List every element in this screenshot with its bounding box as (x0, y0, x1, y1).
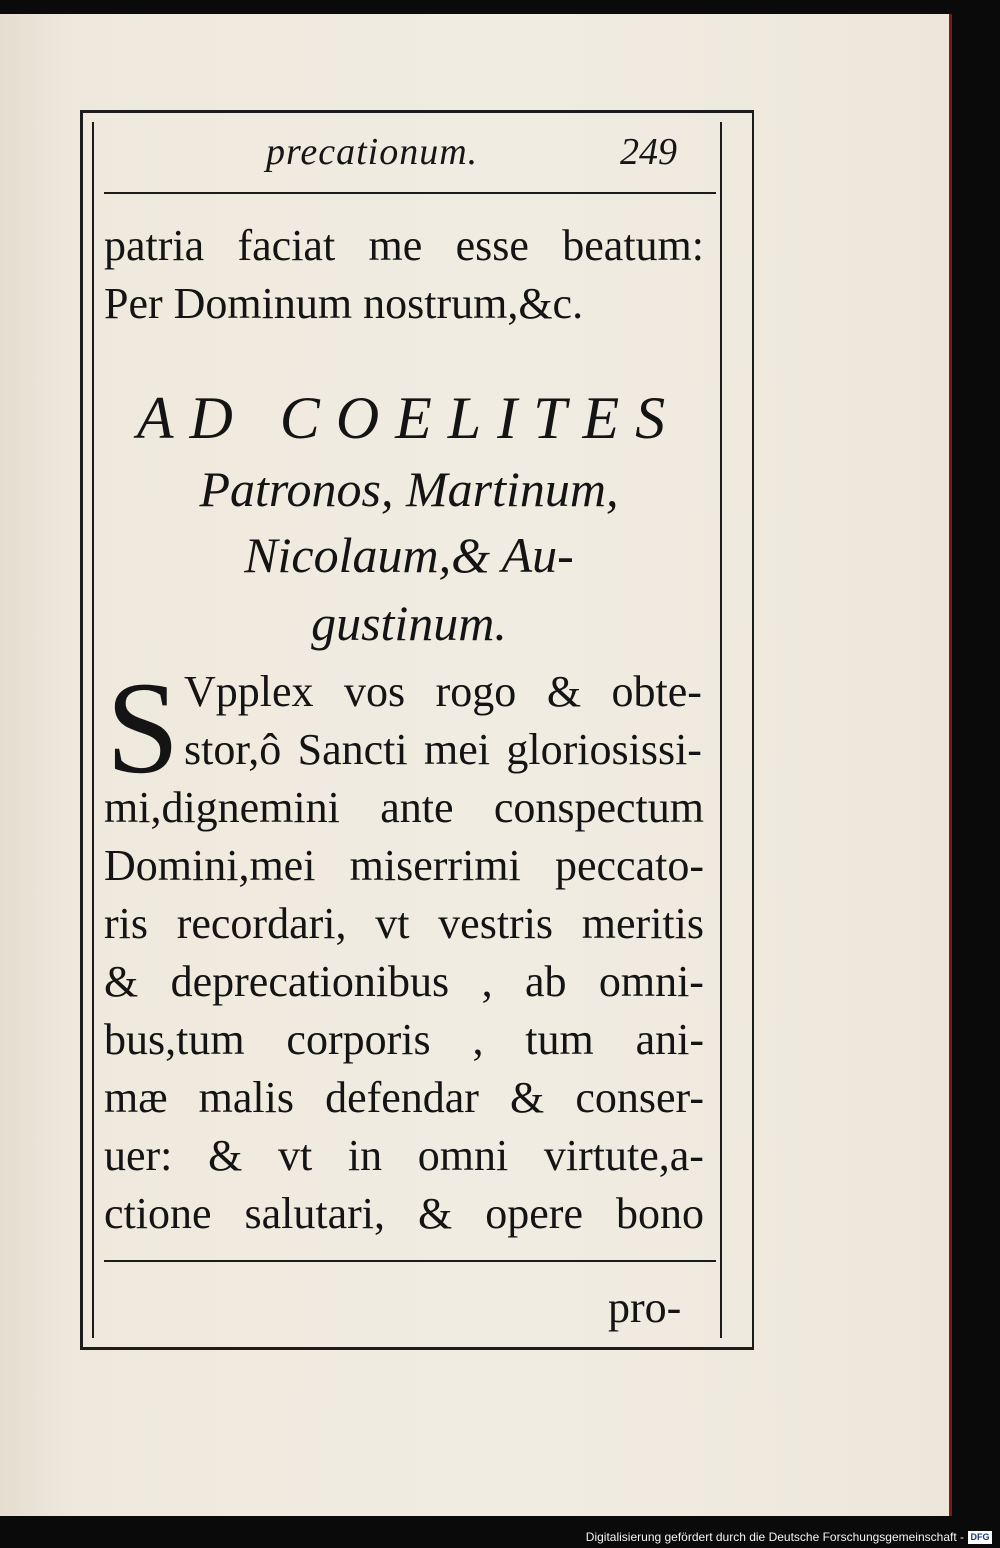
text-line (104, 780, 704, 836)
word: beatum: (562, 221, 704, 270)
text-line (104, 1186, 704, 1242)
word: faciat (237, 221, 336, 270)
footer-rule (104, 1260, 716, 1262)
word: stor,ô (184, 725, 282, 774)
word: omni- (598, 957, 704, 1006)
word: bus,tum (104, 1015, 245, 1064)
word: uer: (104, 1131, 173, 1180)
word: & (104, 957, 139, 1006)
section-heading-line: Nicolaum,& Au- (244, 527, 574, 583)
word: mæ (104, 1073, 168, 1122)
word: ctione (104, 1189, 212, 1238)
page-number: 249 (620, 131, 677, 173)
word: ris (104, 899, 148, 948)
word: vt (375, 899, 410, 948)
drop-cap: S (106, 654, 180, 801)
word: tum (525, 1015, 594, 1064)
text-line (104, 276, 704, 332)
section-heading-line: Patronos, Martinum, (199, 461, 619, 517)
word: Per Dominum nostrum,&c. (104, 279, 584, 328)
word: omni (417, 1131, 509, 1180)
word: , (472, 1015, 484, 1064)
word: , (481, 957, 493, 1006)
word: obte- (611, 667, 702, 716)
word: corporis (286, 1015, 431, 1064)
word: patria (104, 221, 205, 270)
word: & (546, 667, 582, 716)
word: rogo (435, 667, 517, 716)
word: esse (455, 221, 529, 270)
digitization-credit: Digitalisierung gefördert durch die Deutsche Forschungsgemeinschaft - (585, 1530, 964, 1544)
word: Vpplex (184, 667, 314, 716)
word: mi,dignemini (104, 783, 340, 832)
word: conspectum (493, 783, 704, 832)
word: meritis (581, 899, 704, 948)
word: in (347, 1131, 383, 1180)
word: peccato- (555, 841, 704, 890)
dfg-logo: DFG (968, 1531, 992, 1544)
word: ani- (635, 1015, 704, 1064)
running-head-title: precationum. (266, 131, 479, 173)
word: opere (485, 1189, 583, 1238)
word: Sancti (297, 725, 408, 774)
word: vestris (438, 899, 554, 948)
catchword: pro- (608, 1283, 682, 1332)
word: deprecationibus (170, 957, 450, 1006)
word: salutari, (244, 1189, 386, 1238)
word: recordari, (176, 899, 347, 948)
word: virtute,a- (543, 1131, 704, 1180)
word: vt (277, 1131, 313, 1180)
word: & (418, 1189, 453, 1238)
text-line (184, 664, 702, 720)
word: conser- (575, 1073, 704, 1122)
text-line (104, 954, 704, 1010)
word: bono (615, 1189, 704, 1238)
text-line (104, 1070, 704, 1126)
text-line (104, 1128, 704, 1184)
word: gloriosissi- (506, 725, 702, 774)
word: Domini,mei (104, 841, 316, 890)
section-heading-line: gustinum. (311, 595, 507, 651)
text-line (184, 722, 702, 778)
text-line (104, 1012, 704, 1068)
word: malis (198, 1073, 294, 1122)
word: defendar (325, 1073, 479, 1122)
text-line (104, 838, 704, 894)
word: mei (424, 725, 490, 774)
word: & (510, 1073, 545, 1122)
word: miserrimi (349, 841, 521, 890)
text-line (104, 218, 704, 274)
section-heading: AD COELITES (136, 385, 682, 451)
word: me (368, 221, 423, 270)
word: ante (380, 783, 454, 832)
word: vos (344, 667, 406, 716)
word: & (208, 1131, 243, 1180)
text-line (104, 896, 704, 952)
word: ab (524, 957, 567, 1006)
header-rule (104, 192, 716, 194)
